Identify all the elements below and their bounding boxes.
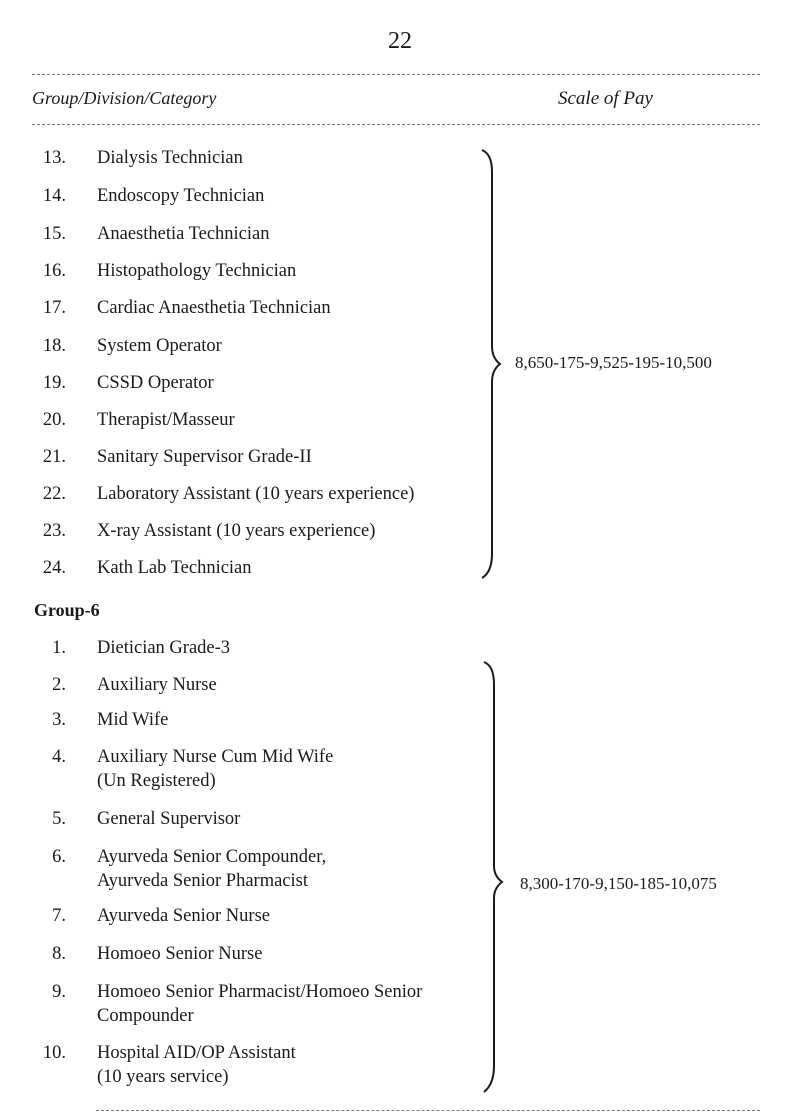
header-rule bbox=[32, 124, 760, 125]
item-number: 8. bbox=[52, 944, 66, 964]
header-scale-of-pay: Scale of Pay bbox=[558, 88, 653, 109]
header-category: Group/Division/Category bbox=[32, 88, 217, 108]
item-number: 24. bbox=[42, 558, 66, 578]
item-number: 9. bbox=[52, 982, 66, 1002]
item-text: Hospital AID/OP Assistant bbox=[97, 1043, 296, 1063]
item-text: Histopathology Technician bbox=[97, 261, 297, 281]
brace-group-6 bbox=[478, 662, 508, 1094]
item-text: Endoscopy Technician bbox=[97, 186, 265, 206]
item-text: CSSD Operator bbox=[97, 373, 214, 393]
item-number: 19. bbox=[42, 373, 66, 393]
item-text: Auxiliary Nurse bbox=[97, 675, 217, 695]
item-number: 20. bbox=[42, 410, 66, 430]
item-text: Kath Lab Technician bbox=[97, 558, 252, 578]
page-number: 22 bbox=[388, 28, 412, 54]
item-text: Homoeo Senior Pharmacist/Homoeo Senior bbox=[97, 982, 423, 1002]
item-text: Cardiac Anaesthetia Technician bbox=[97, 298, 331, 318]
item-text-continued: (Un Registered) bbox=[97, 771, 216, 791]
item-text: Ayurveda Senior Nurse bbox=[97, 906, 270, 926]
item-text: System Operator bbox=[97, 336, 222, 356]
item-text-continued: Ayurveda Senior Pharmacist bbox=[97, 871, 308, 891]
item-number: 7. bbox=[52, 906, 66, 926]
item-text: Dialysis Technician bbox=[97, 148, 243, 168]
item-text: Sanitary Supervisor Grade-II bbox=[97, 447, 312, 467]
item-text-continued: (10 years service) bbox=[97, 1067, 229, 1087]
item-number: 10. bbox=[42, 1043, 66, 1063]
item-number: 21. bbox=[42, 447, 66, 467]
item-number: 13. bbox=[42, 148, 66, 168]
top-rule bbox=[32, 74, 760, 75]
item-number: 15. bbox=[42, 224, 66, 244]
item-text: Dietician Grade-3 bbox=[97, 638, 231, 658]
item-number: 14. bbox=[42, 186, 66, 206]
item-number: 23. bbox=[42, 521, 66, 541]
item-number: 6. bbox=[52, 847, 66, 867]
brace-group-5 bbox=[476, 150, 506, 580]
pay-scale-1: 8,650-175-9,525-195-10,500 bbox=[515, 353, 712, 372]
item-number: 4. bbox=[52, 747, 66, 767]
item-text: Laboratory Assistant (10 years experience) bbox=[97, 484, 415, 504]
item-number: 1. bbox=[52, 638, 66, 658]
bottom-rule bbox=[96, 1110, 760, 1111]
item-text-continued: Compounder bbox=[97, 1006, 194, 1026]
item-text: X-ray Assistant (10 years experience) bbox=[97, 521, 376, 541]
item-number: 17. bbox=[42, 298, 66, 318]
item-number: 22. bbox=[42, 484, 66, 504]
item-text: Anaesthetia Technician bbox=[97, 224, 270, 244]
item-text: General Supervisor bbox=[97, 809, 241, 829]
item-text: Ayurveda Senior Compounder, bbox=[97, 847, 327, 867]
item-text: Therapist/Masseur bbox=[97, 410, 235, 430]
item-number: 5. bbox=[52, 809, 66, 829]
pay-scale-2: 8,300-170-9,150-185-10,075 bbox=[520, 874, 717, 893]
item-number: 3. bbox=[52, 710, 66, 730]
item-number: 16. bbox=[42, 261, 66, 281]
item-number: 2. bbox=[52, 675, 66, 695]
item-text: Auxiliary Nurse Cum Mid Wife bbox=[97, 747, 334, 767]
item-number: 18. bbox=[42, 336, 66, 356]
group-6-heading: Group-6 bbox=[34, 600, 100, 620]
item-text: Mid Wife bbox=[97, 710, 169, 730]
item-text: Homoeo Senior Nurse bbox=[97, 944, 263, 964]
